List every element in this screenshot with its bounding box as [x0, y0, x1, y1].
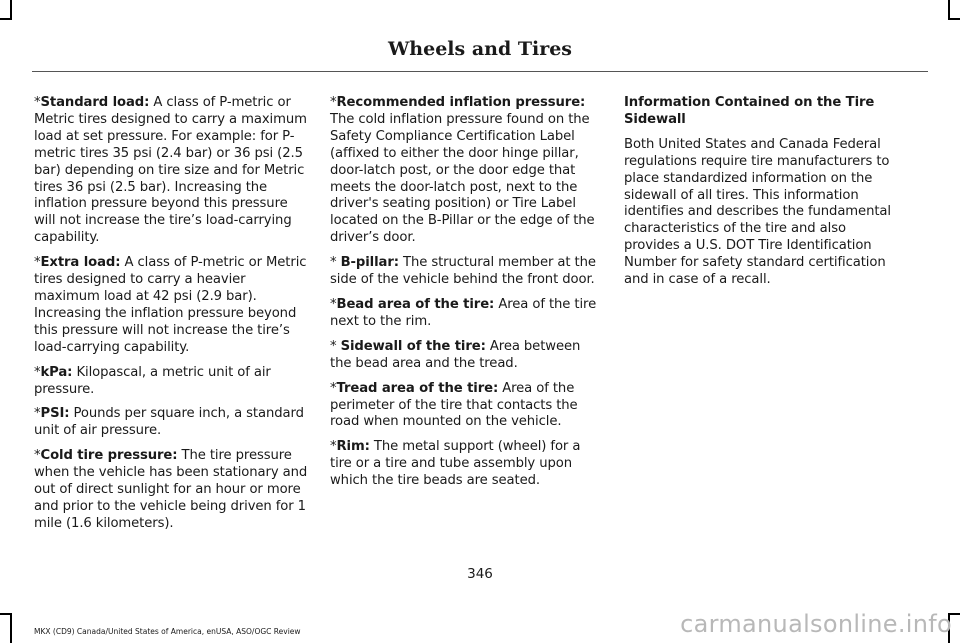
- definition-text: Kilopascal, a metric unit of air pressure.: [34, 364, 271, 397]
- term: PSI:: [40, 406, 70, 422]
- header-rule: [32, 71, 928, 72]
- crop-mark: [0, 613, 12, 615]
- column-3: [624, 95, 896, 297]
- crop-mark: [10, 613, 12, 643]
- definition-recommended-inflation-pressure: *Recommended inflation pressure: The cold inflation pressure found on the Safety Compliance Certification Label (affixed to either the door hinge pillar, door-latch post, or the door edge that meets the door-latch post, next to the driver's seating position) or Tire Label located on the B-Pillar or the edge of the driver’s door.: [330, 95, 595, 246]
- definition-sidewall: * Sidewall of the tire: Area between the bead area and the tread.: [330, 338, 581, 371]
- definition-text: The structural member at the side of the vehicle behind the front door.: [330, 255, 596, 288]
- definition-text: A class of P-metric or Metric tires designed to carry a heavier maximum load at 42 psi (2.9 bar). Increasing the inflation pressure beyond this pressure will not increase the tire’s load-carrying capability.: [34, 255, 307, 355]
- definition-text: Area of the tire next to the rim.: [330, 296, 597, 329]
- crop-mark: [10, 0, 12, 20]
- definition-bead-area: *Bead area of the tire: Area of the tire next to the rim.: [330, 296, 597, 329]
- page-number: 346: [467, 566, 493, 582]
- definition-cold-tire-pressure: *Cold tire pressure: The tire pressure when the vehicle has been stationary and out of direct sunlight for an hour or more and prior to the vehicle being driven for 1 mile (1.6 kilometers).: [34, 448, 308, 531]
- definition-tread-area: *Tread area of the tire: Area of the perimeter of the tire that contacts the road when mounted on the vehicle.: [330, 380, 578, 430]
- definition-text: The tire pressure when the vehicle has been stationary and out of direct sunlight for an hour or more and prior to the vehicle being driven for 1 mile (1.6 kilometers).: [34, 448, 308, 531]
- definition-psi: *PSI: Pounds per square inch, a standard unit of air pressure.: [34, 406, 304, 439]
- definition-extra-load: *Extra load: A class of P-metric or Metric tires designed to carry a heavier maximum load at 42 psi (2.9 bar). Increasing the inflation pressure beyond this pressure will not increase the tire’s load-carrying capability.: [34, 255, 307, 355]
- definition-text: A class of P-metric or Metric tires designed to carry a maximum load at set pressure. For example: for P-metric tires 35 psi (2.4 bar) or 36 psi (2.5 bar) depending on tire size and for Metric tires 36 psi (2.5 bar). Increasing the inflation pressure beyond this pressure will not increase the tire’s load-carrying capability.: [34, 95, 307, 246]
- term: Rim:: [336, 439, 370, 455]
- definition-text: Area of the perimeter of the tire that contacts the road when mounted on the vehicle.: [330, 380, 578, 430]
- definition-text: Area between the bead area and the tread.: [330, 338, 581, 371]
- definition-kpa: *kPa: Kilopascal, a metric unit of air pressure.: [34, 364, 271, 397]
- definition-b-pillar: * B-pillar: The structural member at the side of the vehicle behind the front door.: [330, 255, 596, 288]
- term: kPa:: [40, 364, 73, 380]
- crop-mark: [948, 0, 950, 20]
- column-2: [330, 95, 602, 498]
- crop-mark: [0, 18, 12, 20]
- section-heading: Information Contained on the Tire Sidewall: [624, 95, 875, 127]
- definition-rim: *Rim: The metal support (wheel) for a tire or a tire and tube assembly upon which the tire beads are seated.: [330, 439, 581, 489]
- definition-standard-load: *Standard load: A class of P-metric or Metric tires designed to carry a maximum load at set pressure. For example: for P-metric tires 35 psi (2.4 bar) or 36 psi (2.5 bar) depending on tire size and for Metric tires 36 psi (2.5 bar). Increasing the inflation pressure beyond this pressure will not increase the tire’s load-carrying capability.: [34, 95, 307, 246]
- section-paragraph: Both United States and Canada Federal regulations require tire manufacturers to place standardized information on the sidewall of all tires. This information identifies and describes the fundamental characteristics of the tire and also provides a U.S. DOT Tire Identification Number for safety standard certification and in case of a recall.: [624, 136, 891, 288]
- term: Standard load:: [40, 95, 150, 110]
- term: Cold tire pressure:: [40, 448, 178, 464]
- watermark: carmanualsonline.info: [680, 610, 952, 638]
- term: Tread area of the tire:: [336, 380, 499, 396]
- term: B-pillar:: [340, 255, 399, 271]
- definition-text: The cold inflation pressure found on the Safety Compliance Certification Label (affixed to either the door hinge pillar, door-latch post, or the door edge that meets the door-latch post, next to the driver's seating position) or Tire Label located on the B-Pillar or the edge of the driver’s door.: [330, 111, 595, 246]
- crop-mark: [948, 18, 960, 20]
- term: Extra load:: [40, 255, 121, 271]
- column-1: [34, 95, 308, 541]
- page-title: Wheels and Tires: [387, 38, 573, 60]
- term: Recommended inflation pressure:: [336, 95, 586, 110]
- term: Bead area of the tire:: [336, 296, 495, 312]
- document-info: MKX (CD9) Canada/United States of America, enUSA, ASO/OGC Review: [34, 627, 301, 636]
- term: Sidewall of the tire:: [340, 338, 486, 354]
- definition-text: Pounds per square inch, a standard unit of air pressure.: [34, 406, 304, 439]
- definition-text: The metal support (wheel) for a tire or a tire and tube assembly upon which the tire beads are seated.: [330, 439, 581, 489]
